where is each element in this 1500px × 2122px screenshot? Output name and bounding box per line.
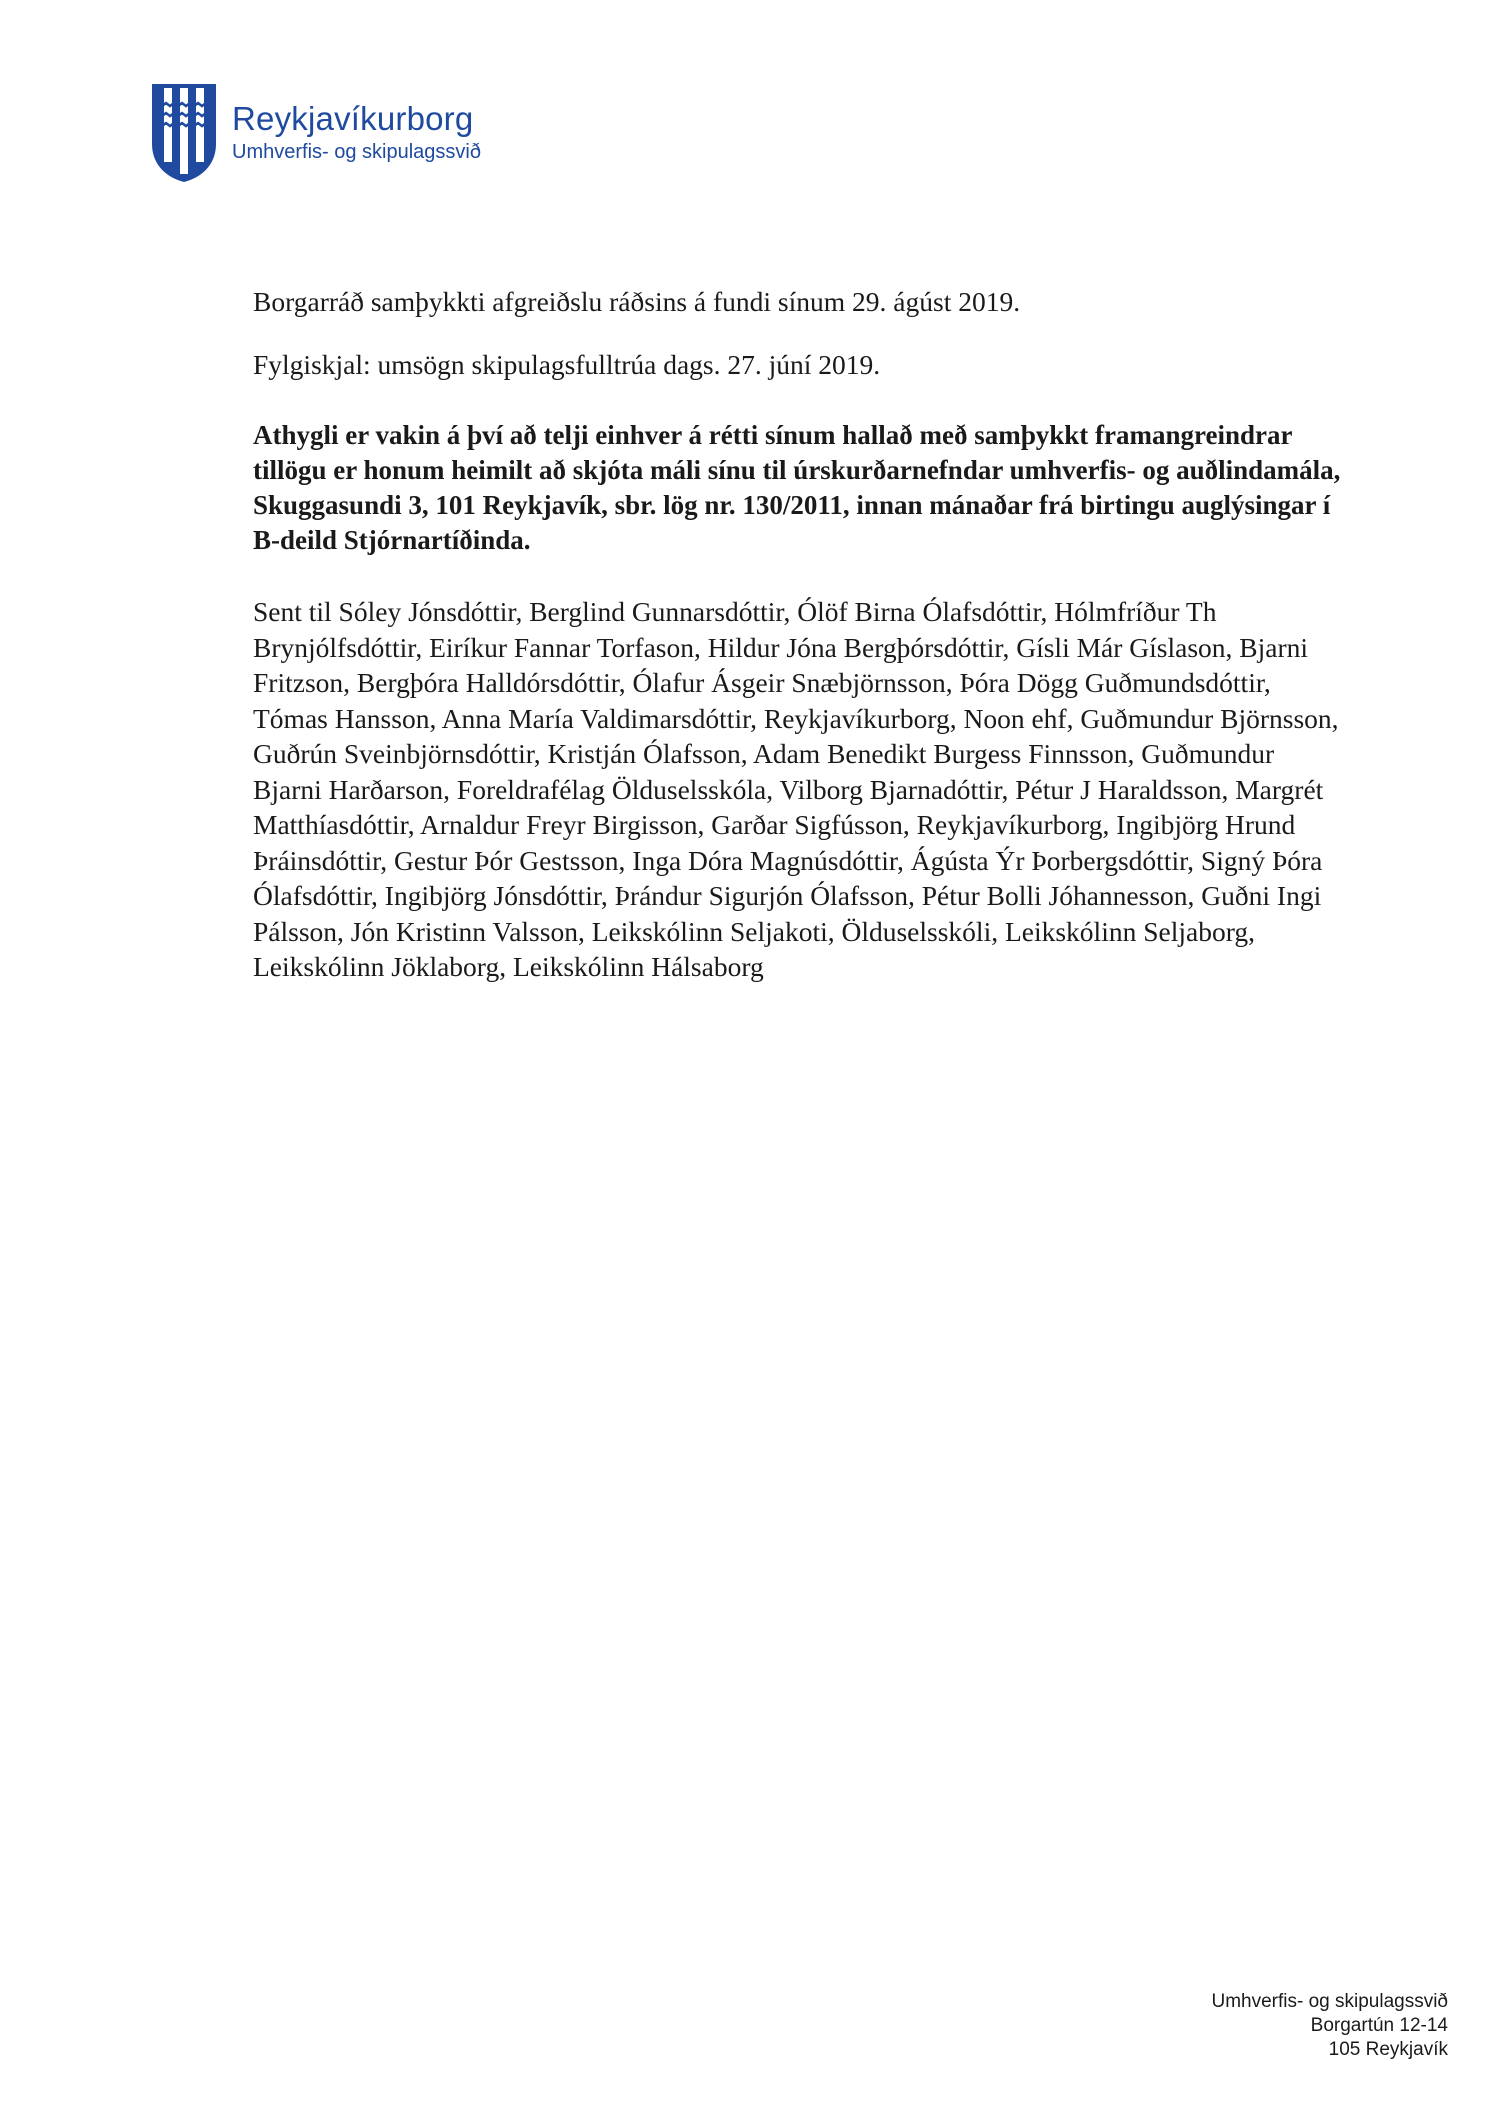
appeal-notice-paragraph: Athygli er vakin á því að telji einhver á rétti sínum hallað með samþykkt framangreindrar tillögu er honum heimilt að skjóta máli sínu til úrskurðarnefndar umhverfis- og auðlindamála, Skuggasundi 3, 101 Reykjavík, sbr. lög nr. 130/2011, innan mánaðar frá birtingu auglýsingar í B-deild Stjórnartíðinda. [253, 420, 1341, 555]
footer-address [1211, 1990, 1448, 2062]
org-name: Reykjavíkurborg [232, 100, 474, 137]
reykjavik-crest-icon [150, 82, 218, 184]
footer-street: Borgartún 12-14 [1310, 2015, 1448, 2036]
org-department: Umhverfis- og skipulagssvið [232, 141, 481, 163]
approval-paragraph: Borgarráð samþykkti afgreiðslu ráðsins á fundi sínum 29. ágúst 2019. [253, 286, 1021, 317]
letterhead [150, 82, 481, 184]
footer-department: Umhverfis- og skipulagssvið [1211, 1991, 1448, 2012]
footer-city: 105 Reykjavík [1328, 2039, 1448, 2060]
attachment-paragraph: Fylgiskjal: umsögn skipulagsfulltrúa dags. 27. júní 2019. [253, 349, 881, 380]
org-block [232, 82, 481, 164]
letter-body [253, 284, 1343, 985]
recipients-paragraph: Sent til Sóley Jónsdóttir, Berglind Gunnarsdóttir, Ólöf Birna Ólafsdóttir, Hólmfríður Th Brynjólfsdóttir, Eiríkur Fannar Torfason, Hildur Jóna Bergþórsdóttir, Gísli Már Gíslason, Bjarni Fritzson, Bergþóra Halldórsdóttir, Ólafur Ásgeir Snæbjörnsson, Þóra Dögg Guðmundsdóttir, Tómas Hansson, Anna María Valdimarsdóttir, Reykjavíkurborg, Noon ehf, Guðmundur Björnsson, Guðrún Sveinbjörnsdóttir, Kristján Ólafsson, Adam Benedikt Burgess Finnsson, Guðmundur Bjarni Harðarson, Foreldrafélag Ölduselsskóla, Vilborg Bjarnadóttir, Pétur J Haraldsson, Margrét Matthíasdóttir, Arnaldur Freyr Birgisson, Garðar Sigfússon, Reykjavíkurborg, Ingibjörg Hrund Þráinsdóttir, Gestur Þór Gestsson, Inga Dóra Magnúsdóttir, Ágústa Ýr Þorbergsdóttir, Signý Þóra Ólafsdóttir, Ingibjörg Jónsdóttir, Þrándur Sigurjón Ólafsson, Pétur Bolli Jóhannesson, Guðni Ingi Pálsson, Jón Kristinn Valsson, Leikskólinn Seljakoti, Ölduselsskóli, Leikskólinn Seljaborg, Leikskólinn Jöklaborg, Leikskólinn Hálsaborg [253, 596, 1339, 982]
